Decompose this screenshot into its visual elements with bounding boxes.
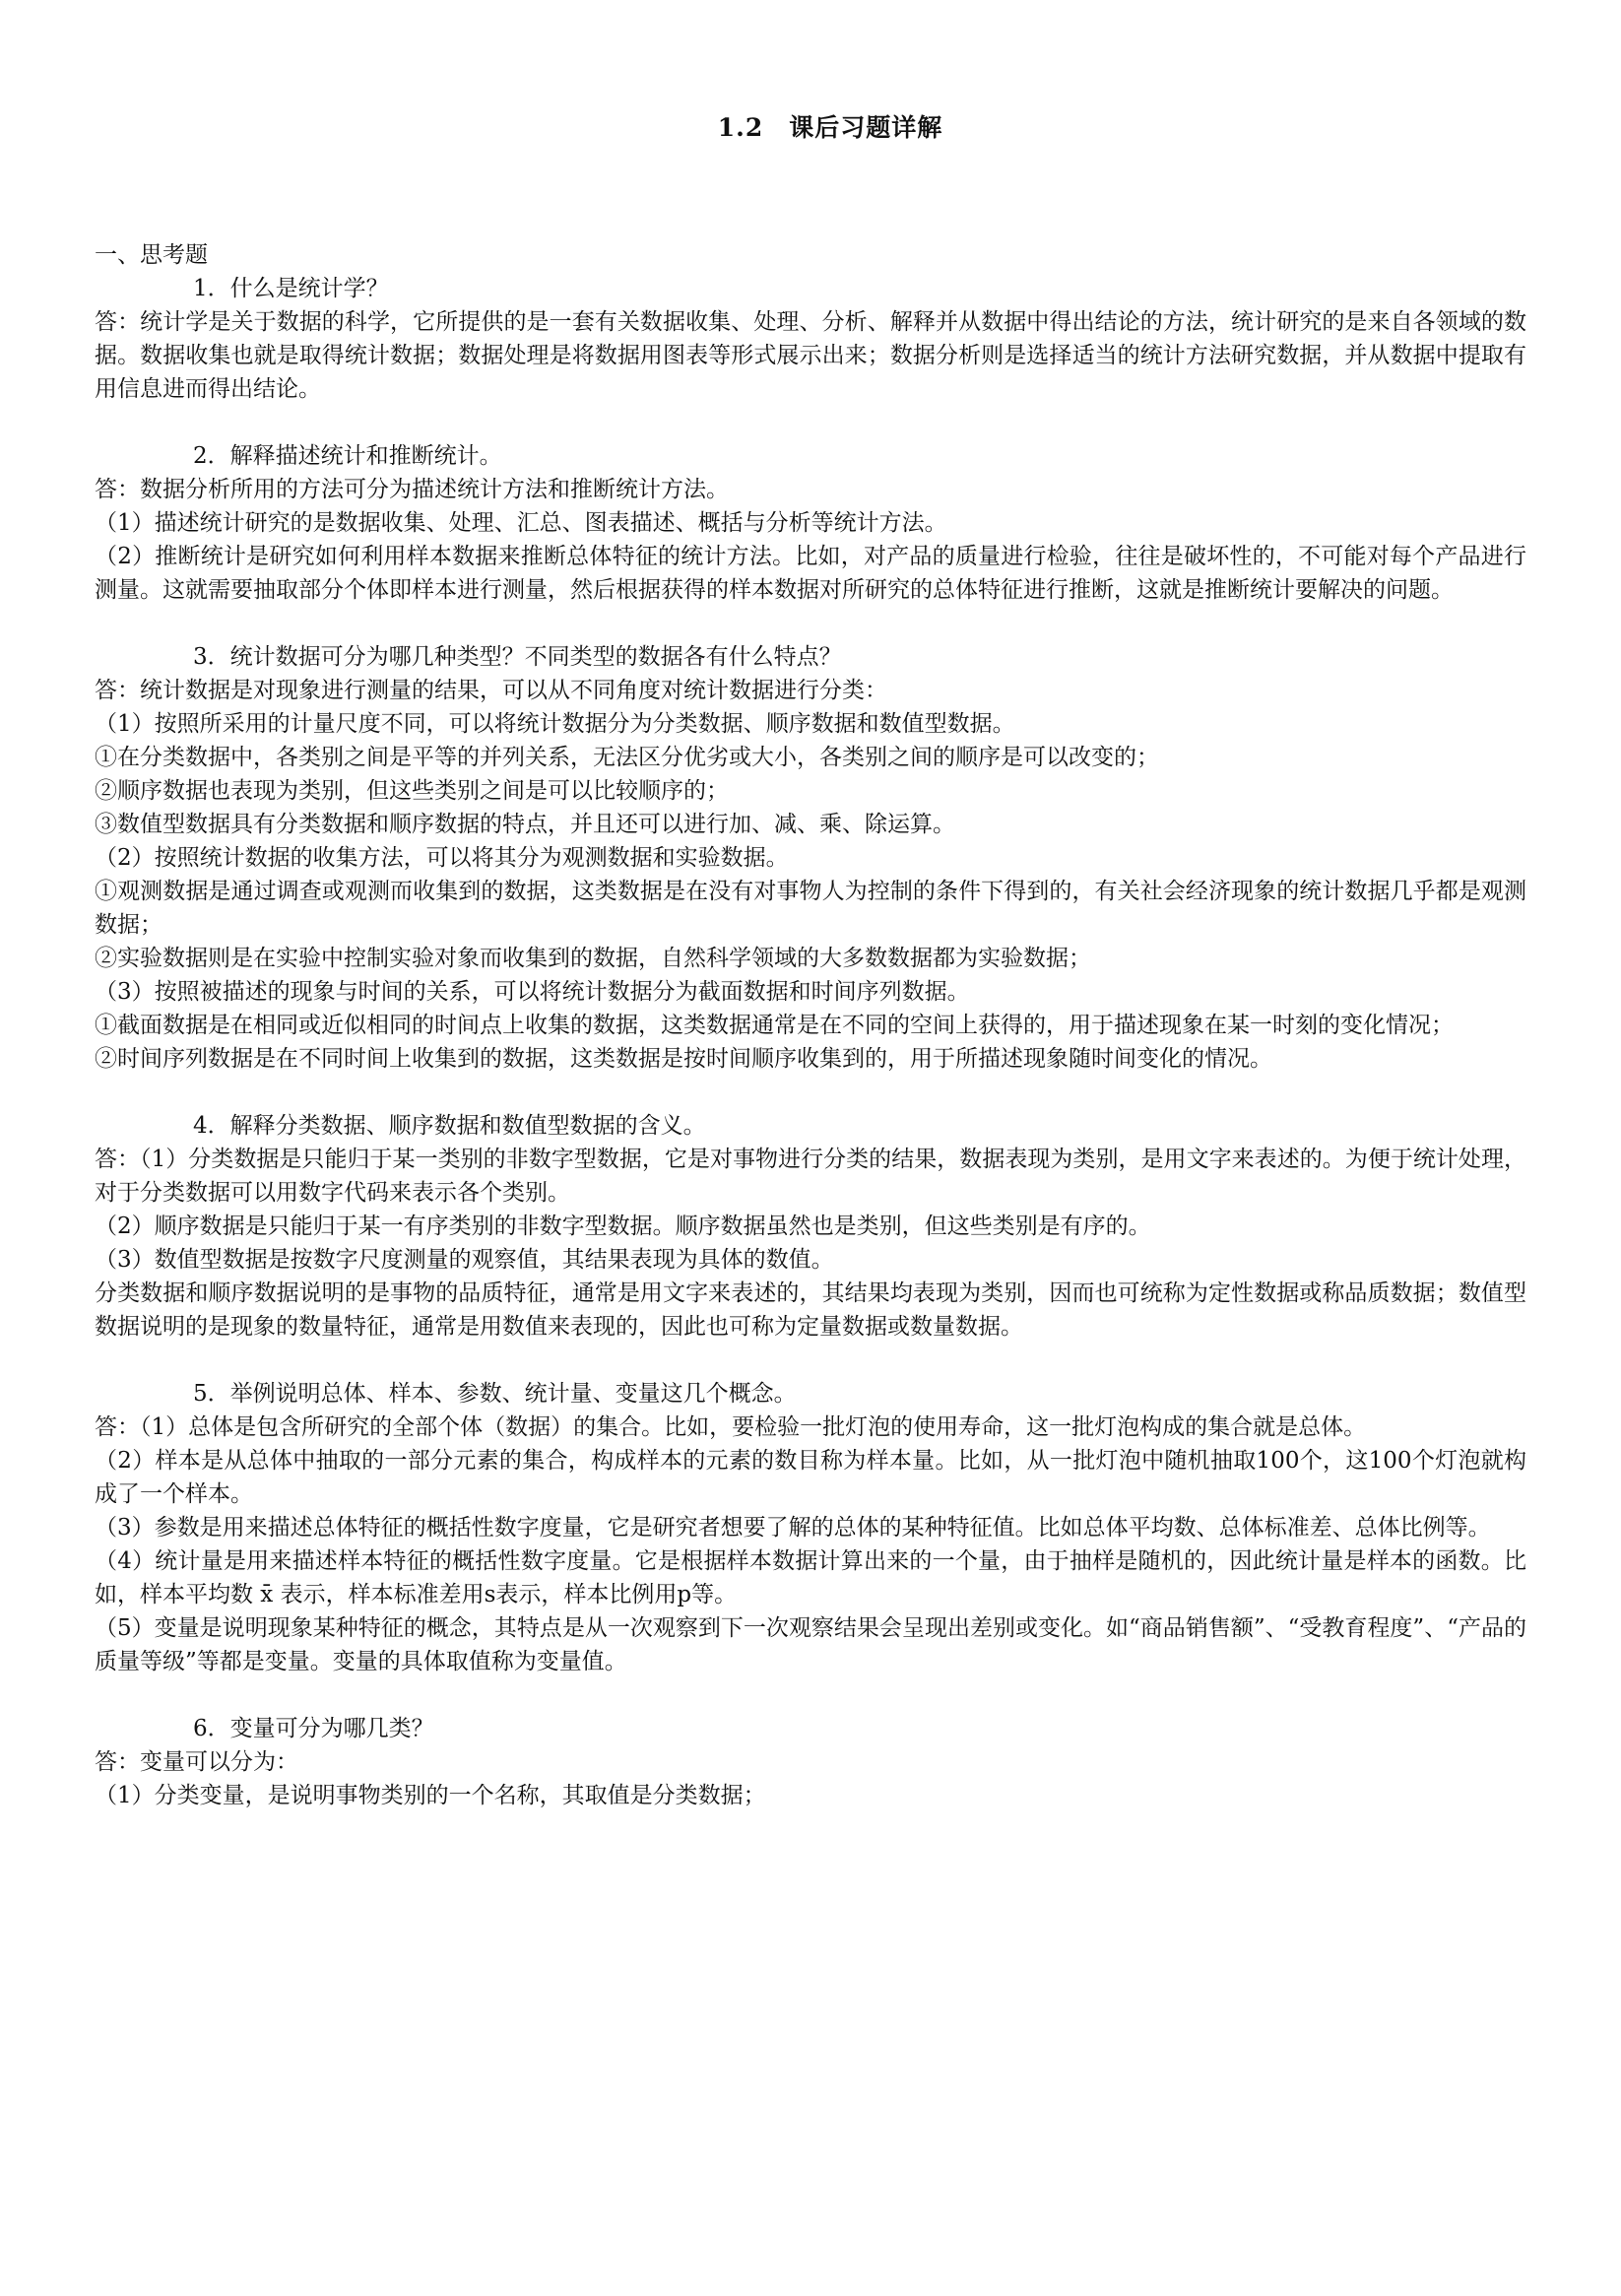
question-6: 6．变量可分为哪几类？: [193, 1716, 434, 1741]
answer-line: （2）样本是从总体中抽取的一部分元素的集合，构成样本的元素的数目称为样本量。比如，从一批灯泡中随机抽取100个，这100个灯泡就构成了一个样本。: [95, 1448, 1526, 1507]
answer-line: ②时间序列数据是在不同时间上收集到的数据，这类数据是按时间顺序收集到的，用于所描述现象随时间变化的情况。: [95, 1046, 1272, 1072]
question-block-1: [95, 272, 1526, 406]
question-block-4: [95, 1109, 1526, 1344]
answer-line: ①在分类数据中，各类别之间是平等的并列关系，无法区分优劣或大小，各类别之间的顺序是可以改变的；: [95, 745, 1159, 770]
answer-line: 答：（1）总体是包含所研究的全部个体（数据）的集合。比如，要检验一批灯泡的使用寿命，这一批灯泡构成的集合就是总体。: [95, 1414, 1367, 1440]
question-block-6: [95, 1712, 1526, 1812]
answer-line: 答：变量可以分为：: [95, 1749, 298, 1775]
page-title: 1.2 课后习题详解: [717, 113, 943, 142]
answer-line: 分类数据和顺序数据说明的是事物的品质特征，通常是用文字来表述的，其结果均表现为类别，因而也可统称为定性数据或称品质数据；数值型数据说明的是现象的数量特征，通常是用数值来表现的，因此也可称为定量数据或数量数据。: [95, 1280, 1526, 1340]
answer-line: ②实验数据则是在实验中控制实验对象而收集到的数据，自然科学领域的大多数数据都为实验数据；: [95, 946, 1091, 971]
question-block-3: [95, 640, 1526, 1076]
answer-line: （2）按照统计数据的收集方法，可以将其分为观测数据和实验数据。: [95, 845, 789, 871]
answer-line: 答：数据分析所用的方法可分为描述统计方法和推断统计方法。: [95, 477, 729, 502]
question-1: 1．什么是统计学？: [193, 276, 389, 301]
question-3: 3．统计数据可分为哪几种类型？不同类型的数据各有什么特点？: [193, 644, 842, 670]
answer-line: （2）推断统计是研究如何利用样本数据来推断总体特征的统计方法。比如，对产品的质量进行检验，往往是破坏性的，不可能对每个产品进行测量。这就需要抽取部分个体即样本进行测量，然后根据获得的样本数据对所研究的总体特征进行推断，这就是推断统计要解决的问题。: [95, 544, 1526, 603]
question-block-5: [95, 1377, 1526, 1678]
answer-line: 答：统计学是关于数据的科学，它所提供的是一套有关数据收集、处理、分析、解释并从数据中得出结论的方法，统计研究的是来自各领域的数据。数据收集也就是取得统计数据；数据处理是将数据用图表等形式展示出来；数据分析则是选择适当的统计方法研究数据，并从数据中提取有用信息进而得出结论。: [95, 309, 1526, 402]
answer-line: （3）数值型数据是按数字尺度测量的观察值，其结果表现为具体的数值。: [95, 1247, 834, 1273]
answer-line: 答：（1）分类数据是只能归于某一类别的非数字型数据，它是对事物进行分类的结果，数据表现为类别，是用文字来表述的。为便于统计处理，对于分类数据可以用数字代码来表示各个类别。: [95, 1147, 1526, 1206]
question-block-2: [95, 439, 1526, 607]
answer-line: ②顺序数据也表现为类别，但这些类别之间是可以比较顺序的；: [95, 778, 729, 804]
answer-line: ①截面数据是在相同或近似相同的时间点上收集的数据，这类数据通常是在不同的空间上获得的，用于描述现象在某一时刻的变化情况；: [95, 1013, 1454, 1038]
answer-line: ①观测数据是通过调查或观测而收集到的数据，这类数据是在没有对事物人为控制的条件下得到的，有关社会经济现象的统计数据几乎都是观测数据；: [95, 879, 1526, 938]
answer-line: （2）顺序数据是只能归于某一有序类别的非数字型数据。顺序数据虽然也是类别，但这些类别是有序的。: [95, 1214, 1151, 1239]
answer-line: ③数值型数据具有分类数据和顺序数据的特点，并且还可以进行加、减、乘、除运算。: [95, 812, 955, 837]
answer-line: （1）描述统计研究的是数据收集、处理、汇总、图表描述、概括与分析等统计方法。: [95, 510, 947, 536]
answer-line: （3）参数是用来描述总体特征的概括性数字度量，它是研究者想要了解的总体的某种特征值。比如总体平均数、总体标准差、总体比例等。: [95, 1515, 1491, 1541]
question-4: 4．解释分类数据、顺序数据和数值型数据的含义。: [193, 1113, 706, 1139]
answer-line: （3）按照被描述的现象与时间的关系，可以将统计数据分为截面数据和时间序列数据。: [95, 979, 970, 1005]
answer-line: （4）统计量是用来描述样本特征的概括性数字度量。它是根据样本数据计算出来的一个量，由于抽样是随机的，因此统计量是样本的函数。比如，样本平均数 x̄ 表示，样本标准差用s表示，样本比例用p等。: [95, 1548, 1526, 1607]
question-2: 2．解释描述统计和推断统计。: [193, 443, 502, 469]
question-5: 5．举例说明总体、样本、参数、统计量、变量这几个概念。: [193, 1381, 797, 1407]
answer-line: 答：统计数据是对现象进行测量的结果，可以从不同角度对统计数据进行分类：: [95, 678, 887, 703]
answer-line: （1）分类变量，是说明事物类别的一个名称，其取值是分类数据；: [95, 1783, 766, 1808]
answer-line: （1）按照所采用的计量尺度不同，可以将统计数据分为分类数据、顺序数据和数值型数据。: [95, 711, 1015, 737]
section-heading: 一、思考题: [95, 242, 208, 268]
answer-line: （5）变量是说明现象某种特征的概念，其特点是从一次观察到下一次观察结果会呈现出差别或变化。如“商品销售额”、“受教育程度”、“产品的质量等级”等都是变量。变量的具体取值称为变量值。: [95, 1615, 1526, 1674]
